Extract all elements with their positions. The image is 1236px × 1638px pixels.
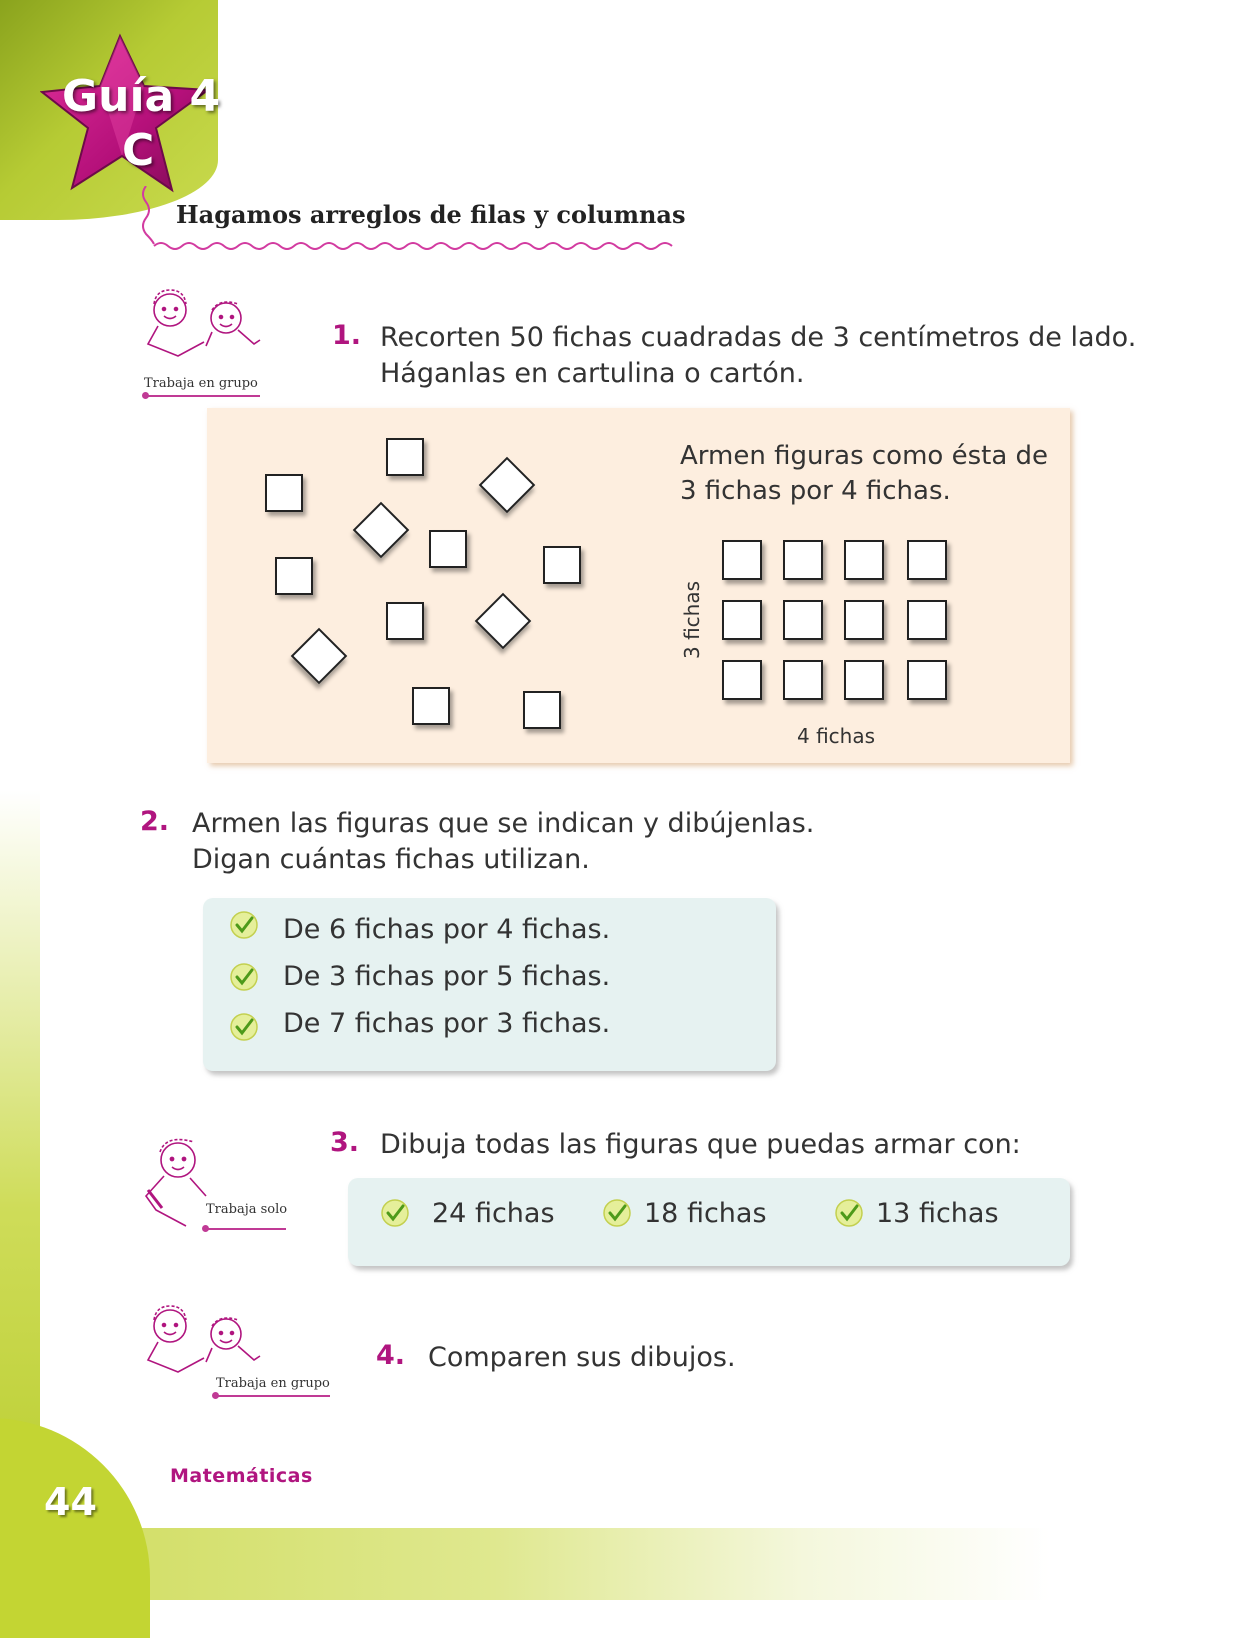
scattered-tile <box>543 546 581 584</box>
grid-tile <box>783 600 823 640</box>
guide-letter: C <box>122 125 155 176</box>
grid-tile <box>907 540 947 580</box>
grid-tile <box>844 600 884 640</box>
guide-title: Guía 4 <box>62 71 221 122</box>
grid-tile <box>722 540 762 580</box>
q2-line2: Digan cuántas fichas utilizan. <box>192 844 590 875</box>
group-work-badge-2 <box>138 1300 338 1404</box>
q4-number: 4. <box>376 1340 406 1371</box>
grid-tile <box>907 660 947 700</box>
grid-tile <box>722 660 762 700</box>
q2-option-2: De 3 fichas por 5 fichas. <box>283 961 611 992</box>
check-icon <box>229 1012 259 1042</box>
page-number: 44 <box>44 1480 97 1524</box>
footer-subject: Matemáticas <box>170 1465 313 1487</box>
scattered-tile <box>291 628 348 685</box>
check-icon <box>380 1198 410 1228</box>
grid-tile <box>783 660 823 700</box>
scattered-tile <box>523 691 561 729</box>
scattered-tile <box>412 687 450 725</box>
scattered-tile <box>475 593 532 650</box>
scattered-tile <box>479 457 536 514</box>
box-text-line2: 3 fichas por 4 fichas. <box>680 476 951 506</box>
scattered-tile <box>275 557 313 595</box>
q3-option-1: 24 fichas <box>432 1198 555 1229</box>
bottom-decorative-band <box>0 1528 1236 1600</box>
q2-option-3: De 7 fichas por 3 fichas. <box>283 1008 611 1039</box>
q2-line1: Armen las figuras que se indican y dibújenlas. <box>192 808 815 839</box>
q2-option-1: De 6 fichas por 4 fichas. <box>283 914 611 945</box>
section-title: Hagamos arreglos de filas y columnas <box>176 200 686 229</box>
q1-line2: Háganlas en cartulina o cartón. <box>380 358 805 389</box>
grid-tile <box>783 540 823 580</box>
cols-label: 4 fichas <box>797 724 876 748</box>
q3-options-box <box>348 1178 1070 1266</box>
kids-group-icon <box>138 284 263 364</box>
q3-option-2: 18 fichas <box>644 1198 767 1229</box>
q1-line1: Recorten 50 fichas cuadradas de 3 centímetros de lado. <box>380 322 1137 353</box>
scattered-tile <box>353 502 410 559</box>
grid-tile <box>907 600 947 640</box>
q3-text: Dibuja todas las figuras que puedas armar con: <box>380 1129 1021 1160</box>
check-icon <box>834 1198 864 1228</box>
grid-tile <box>844 540 884 580</box>
q1-number: 1. <box>332 320 362 351</box>
q2-number: 2. <box>140 806 170 837</box>
scattered-tile <box>429 530 467 568</box>
q3-number: 3. <box>330 1127 360 1158</box>
badge-underline <box>146 395 260 397</box>
scattered-tile <box>265 474 303 512</box>
scattered-tile <box>386 602 424 640</box>
q4-text: Comparen sus dibujos. <box>428 1342 736 1373</box>
check-icon <box>229 962 259 992</box>
page-corner-decoration <box>0 1418 150 1638</box>
q1-illustration-box <box>207 408 1070 763</box>
group-work-badge <box>138 284 268 404</box>
q3-option-3: 13 fichas <box>876 1198 999 1229</box>
badge-underline <box>216 1395 330 1397</box>
grid-tile <box>844 660 884 700</box>
badge-underline <box>206 1228 286 1230</box>
scattered-tile <box>386 438 424 476</box>
group-work-label: Trabaja en grupo <box>144 376 258 391</box>
kids-group-icon <box>138 1300 263 1380</box>
q2-options-box <box>203 898 776 1071</box>
box-text-line1: Armen figuras como ésta de <box>680 441 1049 471</box>
group-work-label: Trabaja en grupo <box>216 1376 330 1391</box>
solo-work-badge <box>138 1130 298 1234</box>
check-icon <box>229 910 259 940</box>
check-icon <box>602 1198 632 1228</box>
grid-tile <box>722 600 762 640</box>
rows-label: 3 fichas <box>680 580 704 660</box>
solo-work-label: Trabaja solo <box>206 1202 288 1217</box>
